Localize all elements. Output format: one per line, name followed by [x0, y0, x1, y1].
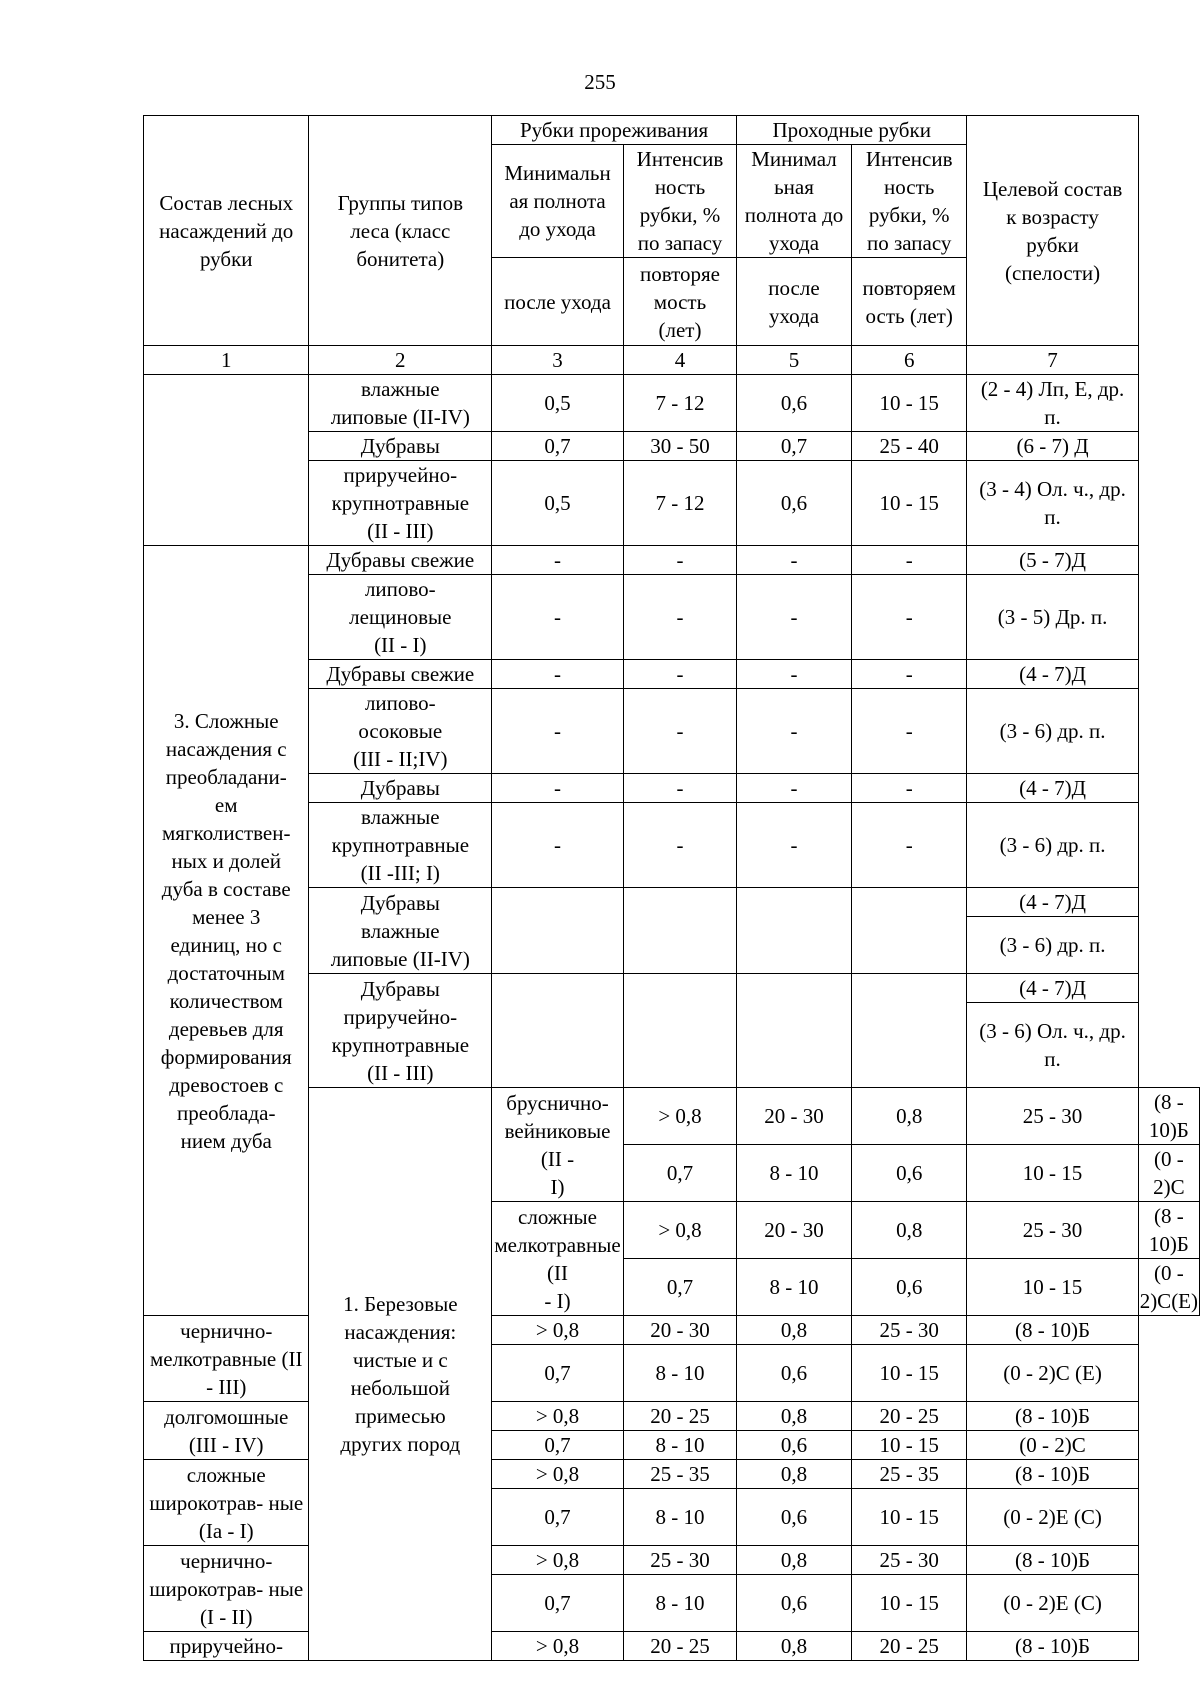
value-cell: 0,7	[492, 1431, 624, 1460]
value-cell: 0,8	[737, 1546, 852, 1575]
value-cell: -	[737, 660, 852, 689]
target-cell: (3 - 6) др. п.	[967, 803, 1138, 888]
target-cell: (0 - 2)С	[1138, 1145, 1199, 1202]
forest-type-cell: чернично- широкотрав- ные (I - II)	[144, 1546, 309, 1632]
target-cell: (0 - 2)Е (С)	[967, 1575, 1138, 1632]
value-cell: 20 - 25	[851, 1402, 966, 1431]
value-cell: -	[737, 689, 852, 774]
table-row	[144, 1632, 1200, 1661]
header-repeat: повторяем ость (лет)	[851, 258, 966, 346]
target-cell: (6 - 7) Д	[967, 432, 1138, 461]
value-cell: 0,6	[737, 375, 852, 432]
forest-type-cell: липово- лещиновые (II - I)	[309, 575, 492, 660]
header-thinning: Рубки прореживания	[492, 116, 737, 145]
value-cell: > 0,8	[492, 1402, 624, 1431]
target-cell: (0 - 2)С	[967, 1431, 1138, 1460]
header-min-density-before: Минимальн ая полнота до ухода	[492, 145, 624, 258]
header-forest-types: Группы типов леса (класс бонитета)	[309, 116, 492, 346]
value-cell: 0,6	[737, 1431, 852, 1460]
value-cell: 0,7	[492, 1345, 624, 1402]
target-cell: (8 - 10)Б	[967, 1546, 1138, 1575]
col-number: 3	[492, 346, 624, 375]
value-cell: 25 - 35	[851, 1460, 966, 1489]
forest-type-cell: сложные широкотрав- ные (Ia - I)	[144, 1460, 309, 1546]
forest-type-cell: сложные мелкотравные (II - I)	[492, 1202, 624, 1316]
header-intensity: Интенсив ность рубки, % по запасу	[623, 145, 736, 258]
header-intensity: Интенсив ность рубки, % по запасу	[851, 145, 966, 258]
value-cell: 0,6	[851, 1259, 966, 1316]
value-cell: 0,6	[737, 461, 852, 546]
value-cell	[492, 888, 624, 974]
forest-type-cell: долгомошные (III - IV)	[144, 1402, 309, 1460]
target-cell: (3 - 6) Ол. ч., др. п.	[967, 1003, 1138, 1088]
composition-cell	[144, 375, 309, 546]
page-number: 255	[584, 70, 616, 94]
value-cell: 0,8	[737, 1316, 852, 1345]
value-cell: 25 - 30	[967, 1202, 1138, 1259]
value-cell: 25 - 30	[623, 1546, 736, 1575]
table-row	[144, 1316, 1200, 1345]
col-number: 1	[144, 346, 309, 375]
header-passage: Проходные рубки	[737, 116, 967, 145]
value-cell: 7 - 12	[623, 461, 736, 546]
forest-type-cell: влажные крупнотравные (II -III; I)	[309, 803, 492, 888]
target-cell: (8 - 10)Б	[1138, 1088, 1199, 1145]
target-cell: (0 - 2)Е (С)	[967, 1489, 1138, 1546]
value-cell: > 0,8	[492, 1460, 624, 1489]
value-cell	[737, 888, 852, 974]
header-repeat: повторяе мость (лет)	[623, 258, 736, 346]
value-cell: 0,7	[737, 432, 852, 461]
value-cell: 20 - 25	[623, 1402, 736, 1431]
value-cell: -	[737, 774, 852, 803]
table-row	[144, 375, 1200, 432]
target-cell: (4 - 7)Д	[967, 774, 1138, 803]
value-cell: 7 - 12	[623, 375, 736, 432]
value-cell	[737, 974, 852, 1088]
value-cell: 0,8	[851, 1088, 966, 1145]
value-cell: -	[492, 774, 624, 803]
header-target: Целевой состав к возрасту рубки (спелости)	[967, 116, 1138, 346]
value-cell: 25 - 30	[851, 1546, 966, 1575]
value-cell: -	[623, 774, 736, 803]
composition-cell: 3. Сложные насаждения с преобладани- ем мягколиствен- ных и долей дуба в составе менее 3 единиц, но с достаточным количеством деревьев для формирования древостоев с преоблада- нием дуба	[144, 546, 309, 1316]
value-cell: -	[737, 546, 852, 575]
value-cell: -	[623, 660, 736, 689]
value-cell: -	[623, 546, 736, 575]
value-cell: 0,8	[737, 1632, 852, 1661]
value-cell: -	[851, 774, 966, 803]
value-cell: -	[623, 803, 736, 888]
value-cell: 8 - 10	[737, 1259, 852, 1316]
value-cell: -	[623, 575, 736, 660]
value-cell: 20 - 25	[851, 1632, 966, 1661]
table-row	[144, 1460, 1200, 1489]
target-cell: (3 - 6) др. п.	[967, 917, 1138, 974]
value-cell: 0,7	[492, 1489, 624, 1546]
target-cell: (8 - 10)Б	[967, 1402, 1138, 1431]
value-cell: -	[492, 803, 624, 888]
value-cell	[851, 888, 966, 974]
value-cell: -	[492, 660, 624, 689]
value-cell: 0,6	[737, 1489, 852, 1546]
table-row	[144, 546, 1200, 575]
target-cell: (3 - 4) Ол. ч., др. п.	[967, 461, 1138, 546]
target-cell: (2 - 4) Лп, Е, др. п.	[967, 375, 1138, 432]
value-cell: 10 - 15	[851, 375, 966, 432]
value-cell: 8 - 10	[737, 1145, 852, 1202]
target-cell: (8 - 10)Б	[967, 1316, 1138, 1345]
forest-type-cell: приручейно- крупнотравные (II - III)	[309, 461, 492, 546]
target-cell: (3 - 6) др. п.	[967, 689, 1138, 774]
value-cell: 0,6	[737, 1345, 852, 1402]
value-cell: 25 - 30	[851, 1316, 966, 1345]
value-cell: > 0,8	[623, 1202, 736, 1259]
forest-care-table	[143, 115, 1200, 1661]
header-after: после ухода	[737, 258, 852, 346]
value-cell: -	[492, 546, 624, 575]
header-after: после ухода	[492, 258, 624, 346]
target-cell: (4 - 7)Д	[967, 660, 1138, 689]
target-cell: (3 - 5) Др. п.	[967, 575, 1138, 660]
value-cell	[851, 974, 966, 1088]
forest-type-cell: бруснично- вейниковые (II - I)	[492, 1088, 624, 1202]
value-cell: 10 - 15	[851, 1575, 966, 1632]
value-cell: 8 - 10	[623, 1345, 736, 1402]
value-cell: > 0,8	[492, 1546, 624, 1575]
header-composition: Состав лесных насаждений до рубки	[144, 116, 309, 346]
header-min-density-before: Минимал ьная полнота до ухода	[737, 145, 852, 258]
value-cell: 0,6	[737, 1575, 852, 1632]
forest-type-cell: Дубравы	[309, 432, 492, 461]
value-cell: 8 - 10	[623, 1431, 736, 1460]
target-cell: (8 - 10)Б	[967, 1460, 1138, 1489]
forest-type-cell: липово- осоковые (III - II;IV)	[309, 689, 492, 774]
target-cell: (8 - 10)Б	[967, 1632, 1138, 1661]
col-number: 2	[309, 346, 492, 375]
forest-type-cell: Дубравы приручейно- крупнотравные (II - III)	[309, 974, 492, 1088]
value-cell: 0,8	[737, 1402, 852, 1431]
value-cell: 0,5	[492, 461, 624, 546]
value-cell: -	[492, 689, 624, 774]
value-cell: -	[851, 575, 966, 660]
target-cell: (4 - 7)Д	[967, 888, 1138, 917]
value-cell: 8 - 10	[623, 1575, 736, 1632]
target-cell: (0 - 2)С (Е)	[967, 1345, 1138, 1402]
value-cell: -	[851, 689, 966, 774]
value-cell: 25 - 40	[851, 432, 966, 461]
value-cell: > 0,8	[492, 1632, 624, 1661]
value-cell: -	[623, 689, 736, 774]
value-cell: 10 - 15	[967, 1145, 1138, 1202]
value-cell	[623, 974, 736, 1088]
value-cell	[492, 974, 624, 1088]
forest-type-cell: приручейно-	[144, 1632, 309, 1661]
value-cell: 0,7	[492, 432, 624, 461]
value-cell: 10 - 15	[851, 1431, 966, 1460]
value-cell: 20 - 30	[737, 1088, 852, 1145]
value-cell: 10 - 15	[967, 1259, 1138, 1316]
table-row	[144, 1402, 1200, 1431]
value-cell: 0,7	[623, 1145, 736, 1202]
col-number: 4	[623, 346, 736, 375]
value-cell: -	[851, 803, 966, 888]
value-cell: 20 - 30	[623, 1316, 736, 1345]
value-cell: 0,5	[492, 375, 624, 432]
col-number: 7	[967, 346, 1138, 375]
value-cell: > 0,8	[492, 1316, 624, 1345]
forest-type-cell: Дубравы влажные липовые (II-IV)	[309, 888, 492, 974]
value-cell: 0,7	[623, 1259, 736, 1316]
value-cell: 0,6	[851, 1145, 966, 1202]
value-cell: -	[737, 575, 852, 660]
value-cell: -	[737, 803, 852, 888]
composition-cell: 1. Березовые насаждения: чистые и с небольшой примесью других пород	[309, 1088, 492, 1661]
value-cell: 8 - 10	[623, 1489, 736, 1546]
value-cell: 20 - 30	[737, 1202, 852, 1259]
value-cell: 10 - 15	[851, 1489, 966, 1546]
value-cell: 0,8	[737, 1460, 852, 1489]
value-cell: -	[492, 575, 624, 660]
table-row	[144, 1546, 1200, 1575]
value-cell: 10 - 15	[851, 461, 966, 546]
value-cell: 10 - 15	[851, 1345, 966, 1402]
target-cell: (0 - 2)С(Е)	[1138, 1259, 1199, 1316]
value-cell: -	[851, 660, 966, 689]
forest-type-cell: Дубравы	[309, 774, 492, 803]
col-number: 6	[851, 346, 966, 375]
target-cell: (5 - 7)Д	[967, 546, 1138, 575]
target-cell: (4 - 7)Д	[967, 974, 1138, 1003]
target-cell: (8 - 10)Б	[1138, 1202, 1199, 1259]
col-number: 5	[737, 346, 852, 375]
forest-type-cell: влажные липовые (II-IV)	[309, 375, 492, 432]
value-cell: 0,7	[492, 1575, 624, 1632]
value-cell: 0,8	[851, 1202, 966, 1259]
value-cell: > 0,8	[623, 1088, 736, 1145]
forest-type-cell: чернично- мелкотравные (II - III)	[144, 1316, 309, 1402]
value-cell: -	[851, 546, 966, 575]
forest-type-cell: Дубравы свежие	[309, 660, 492, 689]
value-cell: 20 - 25	[623, 1632, 736, 1661]
value-cell: 25 - 30	[967, 1088, 1138, 1145]
value-cell	[623, 888, 736, 974]
forest-type-cell: Дубравы свежие	[309, 546, 492, 575]
value-cell: 30 - 50	[623, 432, 736, 461]
value-cell: 25 - 35	[623, 1460, 736, 1489]
